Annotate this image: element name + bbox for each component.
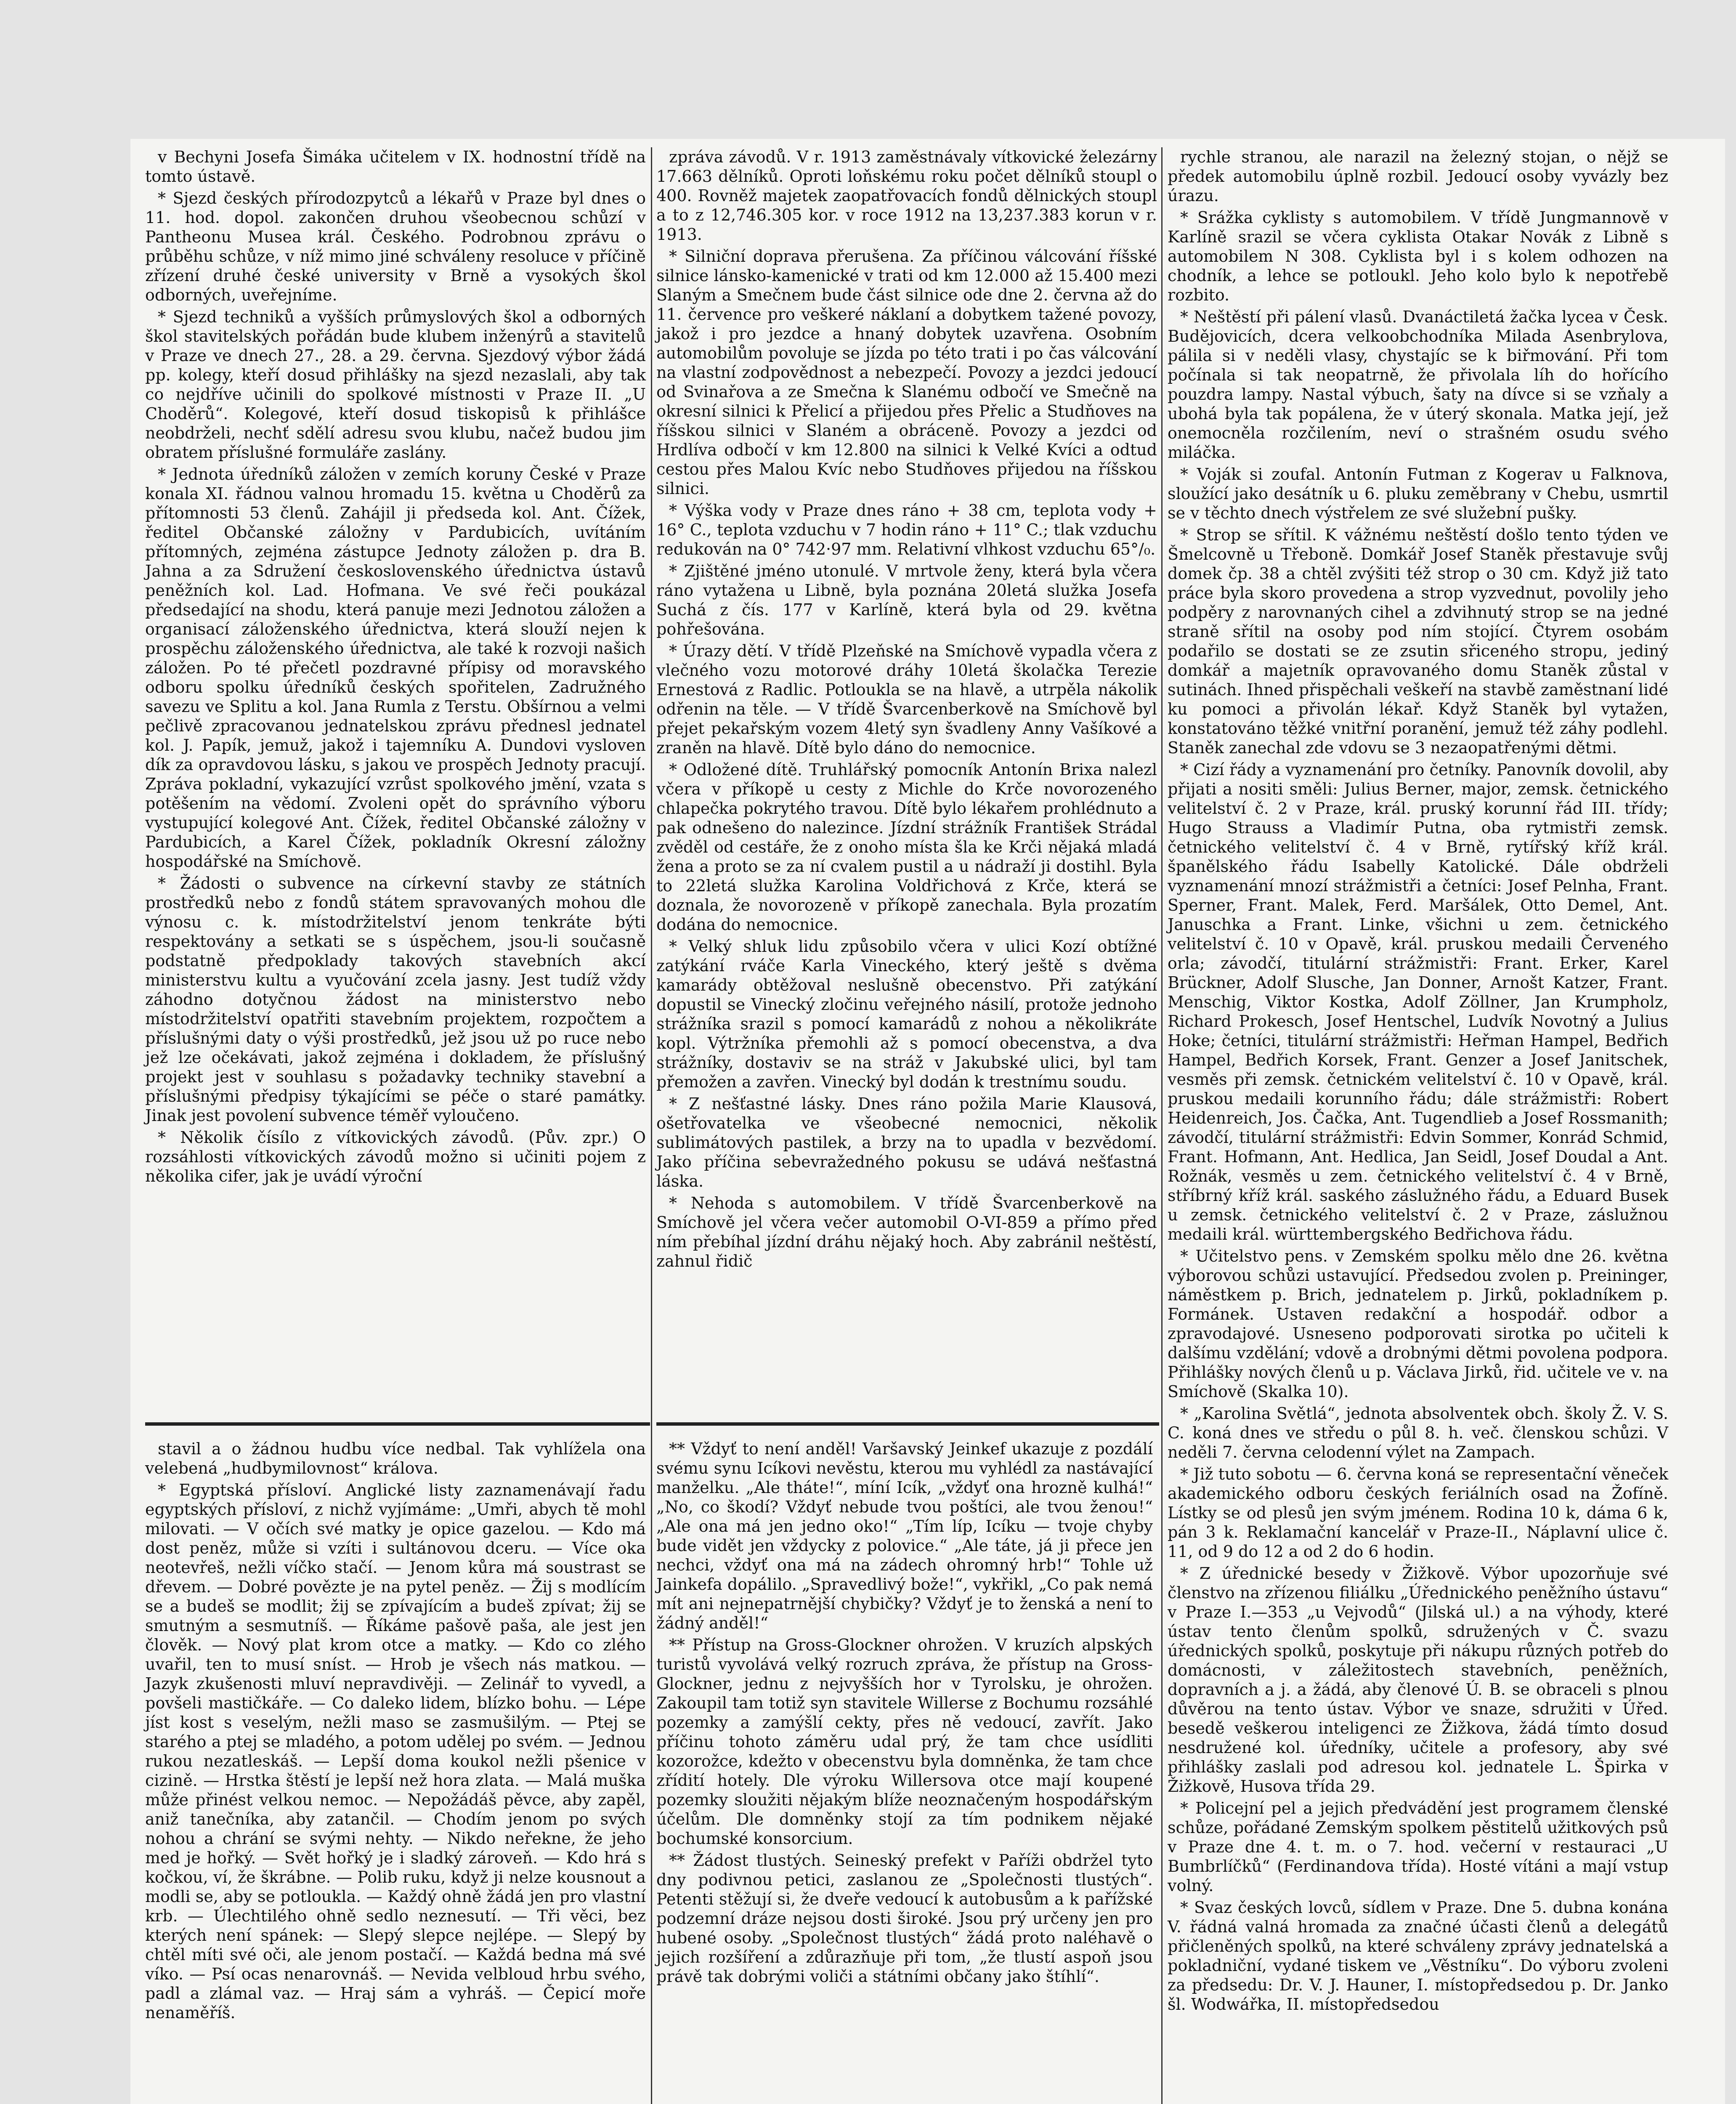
section-rule-left: [145, 1422, 650, 1426]
article-paragraph: ** Přístup na Gross-Glockner ohrožen. V kruzích alpských turistů vyvolává velký rozruch zpráva, že přístup na Gross-Glockner, jednu z nejvyšších hor v Tyrolsku, je ohrožen. Zakoupil tam totiž syn stavitele Willerse z Bochumu rozsáhlé pozemky a zamýšlí cekty, přes ně vedoucí, zavřít. Jako příčinu tohoto záměru udal prý, že tam chce usídliti kozorožce, kdežto v obecenstvu byla domněnka, že tam chce zřídití hotely. Dle výroku Willersova otce mají koupené pozemky sloužiti nějakým blíže neoznačeným hospodářským účelům. Dle domněnky stojí za tím podnikem nějaké bochumské konsorcium.: [656, 1636, 1153, 1848]
article-paragraph: * Strop se sřítil. K vážnému neštěstí došlo tento týden ve Šmelcovně u Třeboně. Domkář Josef Staněk přestavuje svůj domek čp. 38 a chtěl zvýšiti též strop o 30 cm. Když již tato práce byla skoro provedena a strop vyzvednut, povolily jeho podpěry z narovnaných cihel a zdvihnutý strop se na jedné straně sřítil na osoby pod ním stojící. Čtyrem osobám podařilo se dostati se ze zsutin sřiceného stropu, jediný domkář a majetník opravovaného domu Staněk zůstal v sutinách. Ihned přispěchali veškeří na stavbě zaměstnaní lidé ku pomoci a přivolán lékař. Když Staněk byl vytažen, konstatováno těžké vnitřní poranění, jemuž též záhy podlehl. Staněk zanechal zde vdovu se 3 nezaopatřenými dětmi.: [1168, 526, 1668, 757]
article-paragraph: * Již tuto sobotu — 6. června koná se representační věneček akademického odboru českých feriálních osad na Žofíně. Lístky se od plesů jen svým jménem. Rodina 10 k, dáma 6 k, pán 3 k. Reklamační kancelář v Praze-II., Náplavní ulice č. 11, od 9 do 12 a od 2 do 6 hodin.: [1168, 1465, 1668, 1561]
column-rule-1: [651, 147, 652, 2104]
article-paragraph: * Voják si zoufal. Antonín Futman z Kogerav u Falknova, sloužící jako desátník u 6. pluku zeměbrany v Chebu, usmrtil se v těchto dnech výstřelem ze své služební pušky.: [1168, 465, 1668, 522]
article-paragraph: * Svaz českých lovců, sídlem v Praze. Dne 5. dubna konána V. řádná valná hromada za značné účasti členů a delegátů přičleněných spolků, na které schváleny zprávy jednatelská a pokladniční, vydané tiskem ve „Věstníku“. Do výboru zvoleni za předsedu: Dr. V. J. Hauner, I. místopředsedou p. Dr. Janko šl. Wodwářka, II. místopředsedou: [1168, 1898, 1668, 2014]
article-paragraph: * Velký shluk lidu způsobilo včera v ulici Kozí obtížné zatýkání rváče Karla Vineckého, který ještě s dvěma kamarády obtěžoval neslušně obecenstvo. Při zatýkání dopustil se Vinecký zločinu veřejného násilí, protože jednoho strážníka srazil s pomocí kamarádů z nohou a několikráte kopl. Výtržníka přemohli až s pomocí obecenstva, a dva strážníky, dostaviv se na stráž v Jakubské ulici, byl tam přemožen a zavřen. Vinecký byl dodán k trestnímu soudu.: [656, 937, 1157, 1091]
article-paragraph: stavil a o žádnou hudbu více nedbal. Tak vyhlížela ona velebená „hudbymilovnost“ králova.: [145, 1440, 646, 1477]
article-paragraph: * Několik čísílo z vítkovických závodů. (Pův. zpr.) O rozsáhlosti vítkovických závodů možno si učiniti pojem z několika cifer, jak je uvádí výroční: [145, 1128, 646, 1185]
article-paragraph: * Úrazy dětí. V třídě Plzeňské na Smíchově vypadla včera z vlečného vozu motorové dráhy 10letá školačka Terezie Ernestová z Radlic. Potloukla se na hlavě, a utrpěla nákolik odřenin na těle. — V třídě Švarcenberkově na Smíchově byl přejet pekařským vozem 4letý syn švadleny Anny Vašíkové a zraněn na hlavě. Dítě bylo dáno do nemocnice.: [656, 642, 1157, 757]
article-paragraph: * Silniční doprava přerušena. Za příčinou válcování říšské silnice lánsko-kamenické v trati od km 12.000 až 15.400 mezi Slaným a Smečnem bude část silnice ode dne 2. června až do 11. července pro veškeré náklaní a dobytkem tažené povozy, jakož i pro jezdce a hnaný dobytek uzavřena. Osobním automobilům povoluje se jízda po této trati i po čas válcování na vlastní zodpovědnost a nebezpečí. Povozy a jezdci jedoucí od Svinařova a ze Smečna k Slanému odbočí ve Smečně na okresní silnici k Přelicí a přijedou přes Přelic a Studňoves na říšskou silnici v Slaném a obráceně. Povozy a jezdci od Hrdlíva odbočí v km 12.800 na silnici k Velké Kvíci a odtud cestou přes Malou Kvíc nebo Studňoves přijedou na říšskou silnici.: [656, 247, 1157, 498]
column-rule-2: [1161, 147, 1163, 2104]
article-paragraph: * Učitelstvo pens. v Zemském spolku mělo dne 26. května výborovou schůzi ustavující. Předsedou zvolen p. Preininger, náměstkem p. Brich, jednatelem p. Jirků, pokladníkem p. Formánek. Ustaven redakční a hospodář. odbor a zpravodajové. Usneseno podporovati sirotka po učiteli k dalšímu vzdělání; vdově a drobnými dětmi povolena podpora. Přihlášky nových členů u p. Václava Jirků, řid. učitele ve v. na Smíchově (Skalka 10).: [1168, 1247, 1668, 1401]
article-paragraph: * Z úřednické besedy v Žižkově. Výbor upozorňuje své členstvo na zřízenou filiálku „Úřednického peněžního ústavu“ v Praze I.—353 „u Vejvodů“ (Jilská ul.) a na výhody, které ústav tento členům spolků, sdružených v Č. svazu úřednických spolků, poskytuje při nákupu různých potřeb do domácnosti, v záležitostech stavebních, peněžních, dopravních a j. a žádá, aby členové Ú. B. se obraceli s plnou důvěrou na tento ústav. Výbor ve snaze, sdružiti v Úřed. besedě veškerou inteligenci ze Žižkova, žádá tímto dosud nesdružené kol. úředníky, učitele a profesory, aby své přihlášky zaslali pod adresou kol. jednatele L. Špirka v Žižkově, Husova třída 29.: [1168, 1564, 1668, 1796]
article-paragraph: * Nehoda s automobilem. V třídě Švarcenberkově na Smíchově jel včera večer automobil O-VI-859 a přímo před ním přebíhal jízdní dráhu nějaký hoch. Aby zabránil neštěstí, zahnul řidič: [656, 1194, 1157, 1270]
section-rule-mid: [656, 1422, 1159, 1426]
column-1: [145, 147, 646, 1410]
article-paragraph: * Policejní pel a jejich předvádění jest programem členské schůze, pořádané Zemským spolkem pěstitelů užitkových psů v Praze dne 4. t. m. o 7. hod. večerní v restauraci „U Bumbrlíčků“ (Ferdinandova třída). Hosté vítáni a mají vstup volný.: [1168, 1799, 1668, 1895]
column-1-lower: [145, 1439, 646, 2104]
article-paragraph: zpráva závodů. V r. 1913 zaměstnávaly vítkovické železárny 17.663 dělníků. Oproti loňskému roku počet dělníků stoupl o 400. Rovněž majetek zaopatřovacích fondů dělnických stoupl a to z 12,746.305 kor. v roce 1912 na 13,237.383 korun v r. 1913.: [656, 148, 1157, 244]
article-paragraph: * Žádosti o subvence na církevní stavby ze státních prostředků nebo z fondů státem spravovaných mohou dle výnosu c. k. místodržitelství jenom tenkráte býti respektovány a setkati se s úspěchem, jsou-li současně podstatně předpoklady takových stavebních akcí ministerstvu kultu a vyučování zcela jasny. Jest tudíž vždy záhodno dotyčnou žádost na ministerstvo nebo místodržitelství opatřiti stavebním projektem, rozpočtem a příslušnými daty o výši prostředků, jež jsou už po ruce nebo jež lze očekávati, jakož zejména i dokladem, že příslušný projekt jest v souhlasu s požadavky techniky stavební a příslušnými předpisy týkajícími se péče o staré památky. Jinak jest povolení subvence téměř vyloučeno.: [145, 874, 646, 1125]
column-3: [1168, 147, 1668, 2104]
article-paragraph: * Srážka cyklisty s automobilem. V třídě Jungmannově v Karlíně srazil se včera cyklista Otakar Novák z Libně s automobilem N 308. Cyklista byl i s kolem odhozen na chodník, a lehce se potloukl. Jeho kolo bylo k nepotřebě rozbito.: [1168, 208, 1668, 304]
article-paragraph: * Egyptská přísloví. Anglické listy zaznamenávají řadu egyptských přísloví, z nichž vyjímáme: „Umři, abych tě mohl milovati. — V očích své matky je opice gazelou. — Kdo má dost peněz, může si vzíti i sultánovou dceru. — Více oka neotevřeš, nežli víčko stačí. — Jenom kůra má soustrast se dřevem. — Dobré povězte je na pytel peněz. — Žij s modlícím se a budeš se modlit; žij se zpívajícím a budeš zpívat; žij se smutným a sesmutníš. — Říkáme pašově paša, ale jest jen člověk. — Nový plat krom otce a matky. — Kdo co zlého uvařil, ten to musí sníst. — Hrob je všech nás matkou. — Jazyk zkušenosti mluví nepravdivěji. — Zelinář to vyvedl, a povšeli mastičkáře. — Co daleko lidem, blízko bohu. — Lépe jíst kost s veselým, nežli maso se zasmušilým. — Ptej se starého a ptej se mladého, a potom udělej po svém. — Jednou rukou nezatleskáš. — Lepší doma koukol nežli pšenice v cizině. — Hrstka štěstí je lepší než hora zlata. — Malá muška může přinést velkou nemoc. — Nepožádáš pěvce, aby zapěl, aniž tanečníka, aby zatančil. — Chodím jenom po svých nohou a chrání se svými nehty. — Nikdo neřekne, že jeho med je hořký. — Svět hořký je i sladký zároveň. — Kdo hrá s kočkou, ví, že škrábne. — Polib ruku, když ji nelze kousnout a modli se, aby se potloukla. — Každý ohně žádá jen pro vlastní krb. — Úlechtilého ohně sedlo neznesutí. — Tři věci, bez kterých není spánek: — Slepý slepce nejlépe. — Slepý by chtěl míti své oči, ale jenom postačí. — Každá bedna má své víko. — Psí ocas nenarovnáš. — Nevida velbloud hrbu svého, padl a zlámal vaz. — Hraj sám a vyhráš. — Čepicí moře nenaměříš.: [145, 1481, 646, 2022]
article-paragraph: * Odložené dítě. Truhlářský pomocník Antonín Brixa nalezl včera v příkopě u cesty z Michle do Krče novorozeného chlapečka pokrytého travou. Dítě bylo lékařem prohlédnuto a pak odnešeno do nalezince. Jízdní strážník František Strádal zvěděl od cestáře, že z onoho místa šla ke Krči nějaká mladá žena a proto se za ní cvalem pustil a u nádraží ji dostihl. Byla to 22letá služka Karolina Voldřichová z Krče, která se doznala, že novorozeně v příkopě zanechala. Byla prozatím dodána do nemocnice.: [656, 760, 1157, 934]
article-paragraph: rychle stranou, ale narazil na železný stojan, o nějž se předek automobilu úplně rozbil. Jedoucí osoby vyvázly bez úrazu.: [1168, 148, 1668, 205]
article-paragraph: ** Vždyť to není anděl! Varšavský Jeinkef ukazuje z pozdálí svému synu Icíkovi nevěstu, kterou mu vyhlédl za nastávající manželku. „Ale tháte!“, míní Icík, „vždyť ona hrozně kulhá!“ „No, co škodí? Vždyť nebude tvou poštíci, ale tvou ženou!“ „Ale ona má jen jedno oko!“ „Tím líp, Icíku — tvoje chyby bude vidět jen vždycky z polovice.“ „Ale táte, já ji přece jen nechci, vždyť ona má na zádech ohromný hrb!“ Tohle už Jainkefa dopálilo. „Spravedlivý bože!“, vykřikl, „Co pak nemá mít ani nejnepatrnější chybičky? Vždyť je to ženská a není to žádný anděl!“: [656, 1440, 1153, 1632]
article-paragraph: * Zjištěné jméno utonulé. V mrtvole ženy, která byla včera ráno vytažena u Libně, byla poznána 20letá služka Josefa Suchá z čís. 177 v Karlíně, která byla od 29. května pohřešována.: [656, 562, 1157, 638]
column-2-lower: [656, 1439, 1153, 2104]
article-paragraph: ** Žádost tlustých. Seineský prefekt v Paříži obdržel tyto dny podivnou petici, zaslanou ze „Společnosti tlustých“. Petenti stěžují si, že dveře vedoucí k autobusům a k pařížské podzemní dráze nejsou dosti široké. Jsou prý určeny jen pro hubené osoby. „Společnost tlustých“ žádá proto naléhavě o jejich rozšíření a zdůrazňuje při tom, „že tlustí aspoň jsou právě tak dobrými voliči a státními občany jako štíhlí“.: [656, 1851, 1153, 1986]
column-2: [656, 147, 1157, 1410]
article-paragraph: * Cizí řády a vyznamenání pro četníky. Panovník dovolil, aby přijati a nositi směli: Julius Berner, major, zemsk. četnického velitelství č. 2 v Praze, král. pruský korunní řád III. třídy; Hugo Strauss a Vladimír Putna, oba rytmistři zemsk. četnického velitelství č. 4 v Brně, rytířský kříž král. španělského řádu Isabelly Katolické. Dále obdrželi vyznamenání mnozí strážmistři a četníci: Josef Pelnha, Frant. Sperner, Frant. Malek, Ferd. Maršálek, Otto Demel, Ant. Januschka a Frant. Linke, všichni u zem. četnického velitelství č. 10 v Opavě, král. pruskou medaili Červeného orla; závodčí, titulární strážmistři: Frant. Erker, Karel Brückner, Adolf Slusche, Jan Donner, Arnošt Katzer, Frant. Menschig, Viktor Kostka, Adolf Zöllner, Jan Krumpholz, Richard Prokesch, Josef Hentschel, Ludvík Novotný a Julius Hoke; četníci, titulární strážmistři: Heřman Hampel, Bedřich Hampel, Bedřich Korsek, Frant. Genzer a Josef Janitschek, vesměs při zemsk. četnickém velitelství č. 10 v Opavě, král. pruskou medaili korunního řádu; dále strážmistři: Robert Heidenreich, Jos. Čačka, Ant. Tugendlieb a Josef Rossmanith; závodčí, titulární strážmistři: Edvin Sommer, Konrád Schmid, Frant. Hofmann, Ant. Hedlica, Jan Seidl, Josef Doudal a Ant. Rožnák, vesměs u zem. četnického velitelství č. 4 v Brně, stříbrný kříž král. saského záslužného řádu, a Eduard Busek u zemsk. četnického velitelství č. 2 v Praze, záslužnou medaili král. württembergského Bedřichova řádu.: [1168, 760, 1668, 1243]
article-paragraph: * „Karolina Světlá“, jednota absolventek obch. školy Ž. V. S. C. koná dnes ve středu o půl 8. h. več. členskou schůzi. V neděli 7. června celodenní výlet na Zampach.: [1168, 1404, 1668, 1461]
article-paragraph: * Výška vody v Praze dnes ráno + 38 cm, teplota vody + 16° C., teplota vzduchu v 7 hodin ráno + 11° C.; tlak vzduchu redukován na 0° 742·97 mm. Relativní vlhkost vzduchu 65°/₀.: [656, 501, 1157, 558]
article-paragraph: * Sjezd českých přírodozpytců a lékařů v Praze byl dnes o 11. hod. dopol. zakončen druhou všeobecnou schůzí v Pantheonu Musea král. Českého. Podrobnou zprávu o průběhu schůze, v níž mimo jiné schváleny resoluce v příčině zřízení druhé české university v Brně a vysokých škol odborných, uveřejníme.: [145, 189, 646, 304]
article-paragraph: * Neštěstí při pálení vlasů. Dvanáctiletá žačka lycea v Česk. Budějovicích, dcera velkoobchodníka Milada Asenbrylova, pálila si v neděli vlasy, chystajíc se k biřmování. Při tom počínala si tak neopatrně, že přivolala líh do hořícího pouzdra lampy. Nastal výbuch, šaty na dívce si se vzňaly a ubohá byla tak popálena, že v úterý skonala. Matka její, jež onemocněla rozčilením, neví o strašném osudu svého miláčka.: [1168, 308, 1668, 462]
article-paragraph: * Sjezd techniků a vyšších průmyslových škol a odborných škol stavitelských pořádán bude klubem inženýrů a stavitelů v Praze ve dnech 27., 28. a 29. června. Sjezdový výbor žádá pp. kolegy, kteří dosud přihlášky na sjezd nezaslali, aby tak co nejdříve učinili do spolkové místnosti v Praze II. „U Choděrů“. Kolegové, kteří dosud tiskopisů k přihlášce neobdrželi, nechť sdělí adresu svou klubu, načež budou jim obratem příslušné formuláře zaslány.: [145, 308, 646, 462]
article-paragraph: * Z nešťastné lásky. Dnes ráno požila Marie Klausová, ošetřovatelka ve všeobecné nemocnici, několik sublimátových pastilek, a brzy na to upadla v bezvědomí. Jako příčina sebevražedného pokusu se udává nešťastná láska.: [656, 1095, 1157, 1190]
article-paragraph: v Bechyni Josefa Šimáka učitelem v IX. hodnostní třídě na tomto ústavě.: [145, 148, 646, 186]
article-paragraph: * Jednota úředníků záložen v zemích koruny České v Praze konala XI. řádnou valnou hromadu 15. května u Choděrů za přítomnosti 53 členů. Zahájil ji předseda kol. Ant. Čížek, ředitel Občanské záložny v Pardubicích, uvítáním přítomných, zejména zástupce Jednoty záložen p. dra B. Jahna a za Sdružení československého úřednictva ústavů peněžních kol. Lad. Hofmana. Ve své řeči poukázal předsedající na shodu, která panuje mezi Jednotou záložen a organisací záloženského úřednictva, která slouží nejen k prospěchu záloženského úřednictva, ale také k rozvoji našich záložen. Po té přečetl pozdravné přípisy od moravského odboru spolku úředníků českých spořitelen, Zadružného savezu ve Splitu a kol. Jana Rumla z Terstu. Obšírnou a velmi pečlivě zpracovanou jednatelskou zprávu přednesl jednatel kol. J. Papík, jemuž, jakož i tajemníku A. Dundovi vysloven dík za opravdovou lásku, s jakou ve prospěch Jednoty pracují. Zpráva pokladní, vykazující vzrůst spolkového jmění, vzata s potěšením na vědomí. Zvoleni opět do správního výboru vystupující kolegové Ant. Čížek, ředitel Občanské záložny v Pardubicích, a Karel Čížek, pokladník Okresní záložny hospodářské na Smíchově.: [145, 465, 646, 871]
